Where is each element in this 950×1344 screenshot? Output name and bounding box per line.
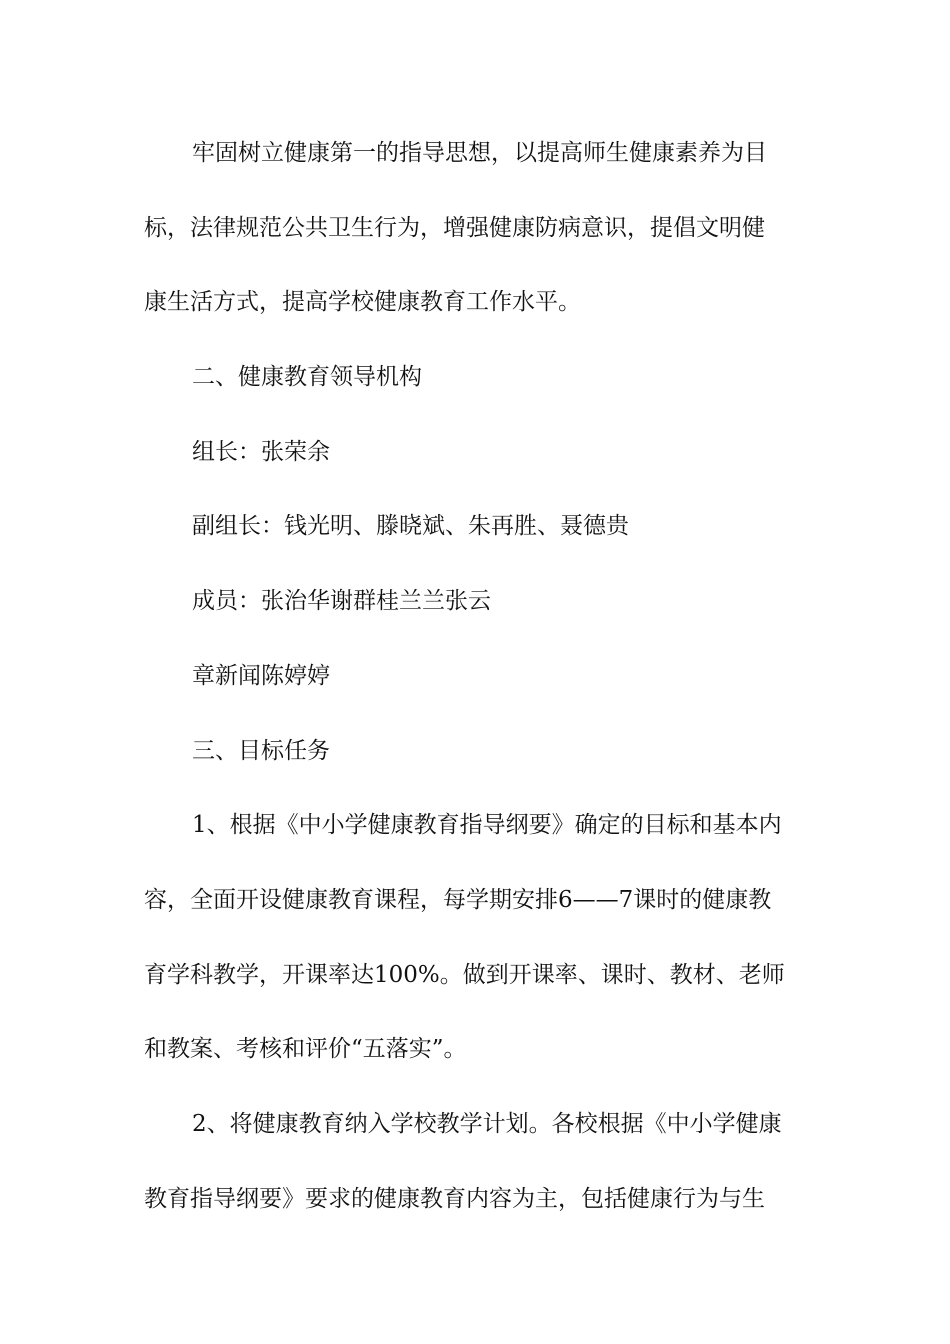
section-heading: 二、健康教育领导机构 xyxy=(192,364,422,391)
document-body xyxy=(144,116,810,1236)
paragraph-line: 教育指导纲要》要求的健康教育内容为主，包括健康行为与生 xyxy=(144,1185,765,1212)
paragraph-line: 1、根据《中小学健康教育指导纲要》确定的目标和基本内 xyxy=(192,812,782,839)
paragraph-line: 育学科教学，开课率达100%。做到开课率、课时、教材、老师 xyxy=(144,961,785,988)
members-line: 成员：张治华谢群桂兰兰张云 xyxy=(192,588,491,615)
members-line-continued: 章新闻陈婷婷 xyxy=(192,662,330,689)
paragraph-line: 容，全面开设健康教育课程，每学期安排6——7课时的健康教 xyxy=(144,886,772,913)
paragraph-line: 牢固树立健康第一的指导思想，以提高师生健康素养为目 xyxy=(192,140,767,166)
paragraph-line: 2、将健康教育纳入学校教学计划。各校根据《中小学健康 xyxy=(192,1110,782,1137)
group-leader-line: 组长：张荣余 xyxy=(192,438,330,465)
section-heading: 三、目标任务 xyxy=(192,737,330,764)
deputy-leaders-line: 副组长：钱光明、滕晓斌、朱再胜、聂德贵 xyxy=(192,513,629,540)
paragraph-line: 康生活方式，提高学校健康教育工作水平。 xyxy=(144,289,581,316)
paragraph-line: 标，法律规范公共卫生行为，增强健康防病意识，提倡文明健 xyxy=(144,214,765,241)
paragraph-line: 和教案、考核和评价“五落实”。 xyxy=(144,1036,467,1063)
